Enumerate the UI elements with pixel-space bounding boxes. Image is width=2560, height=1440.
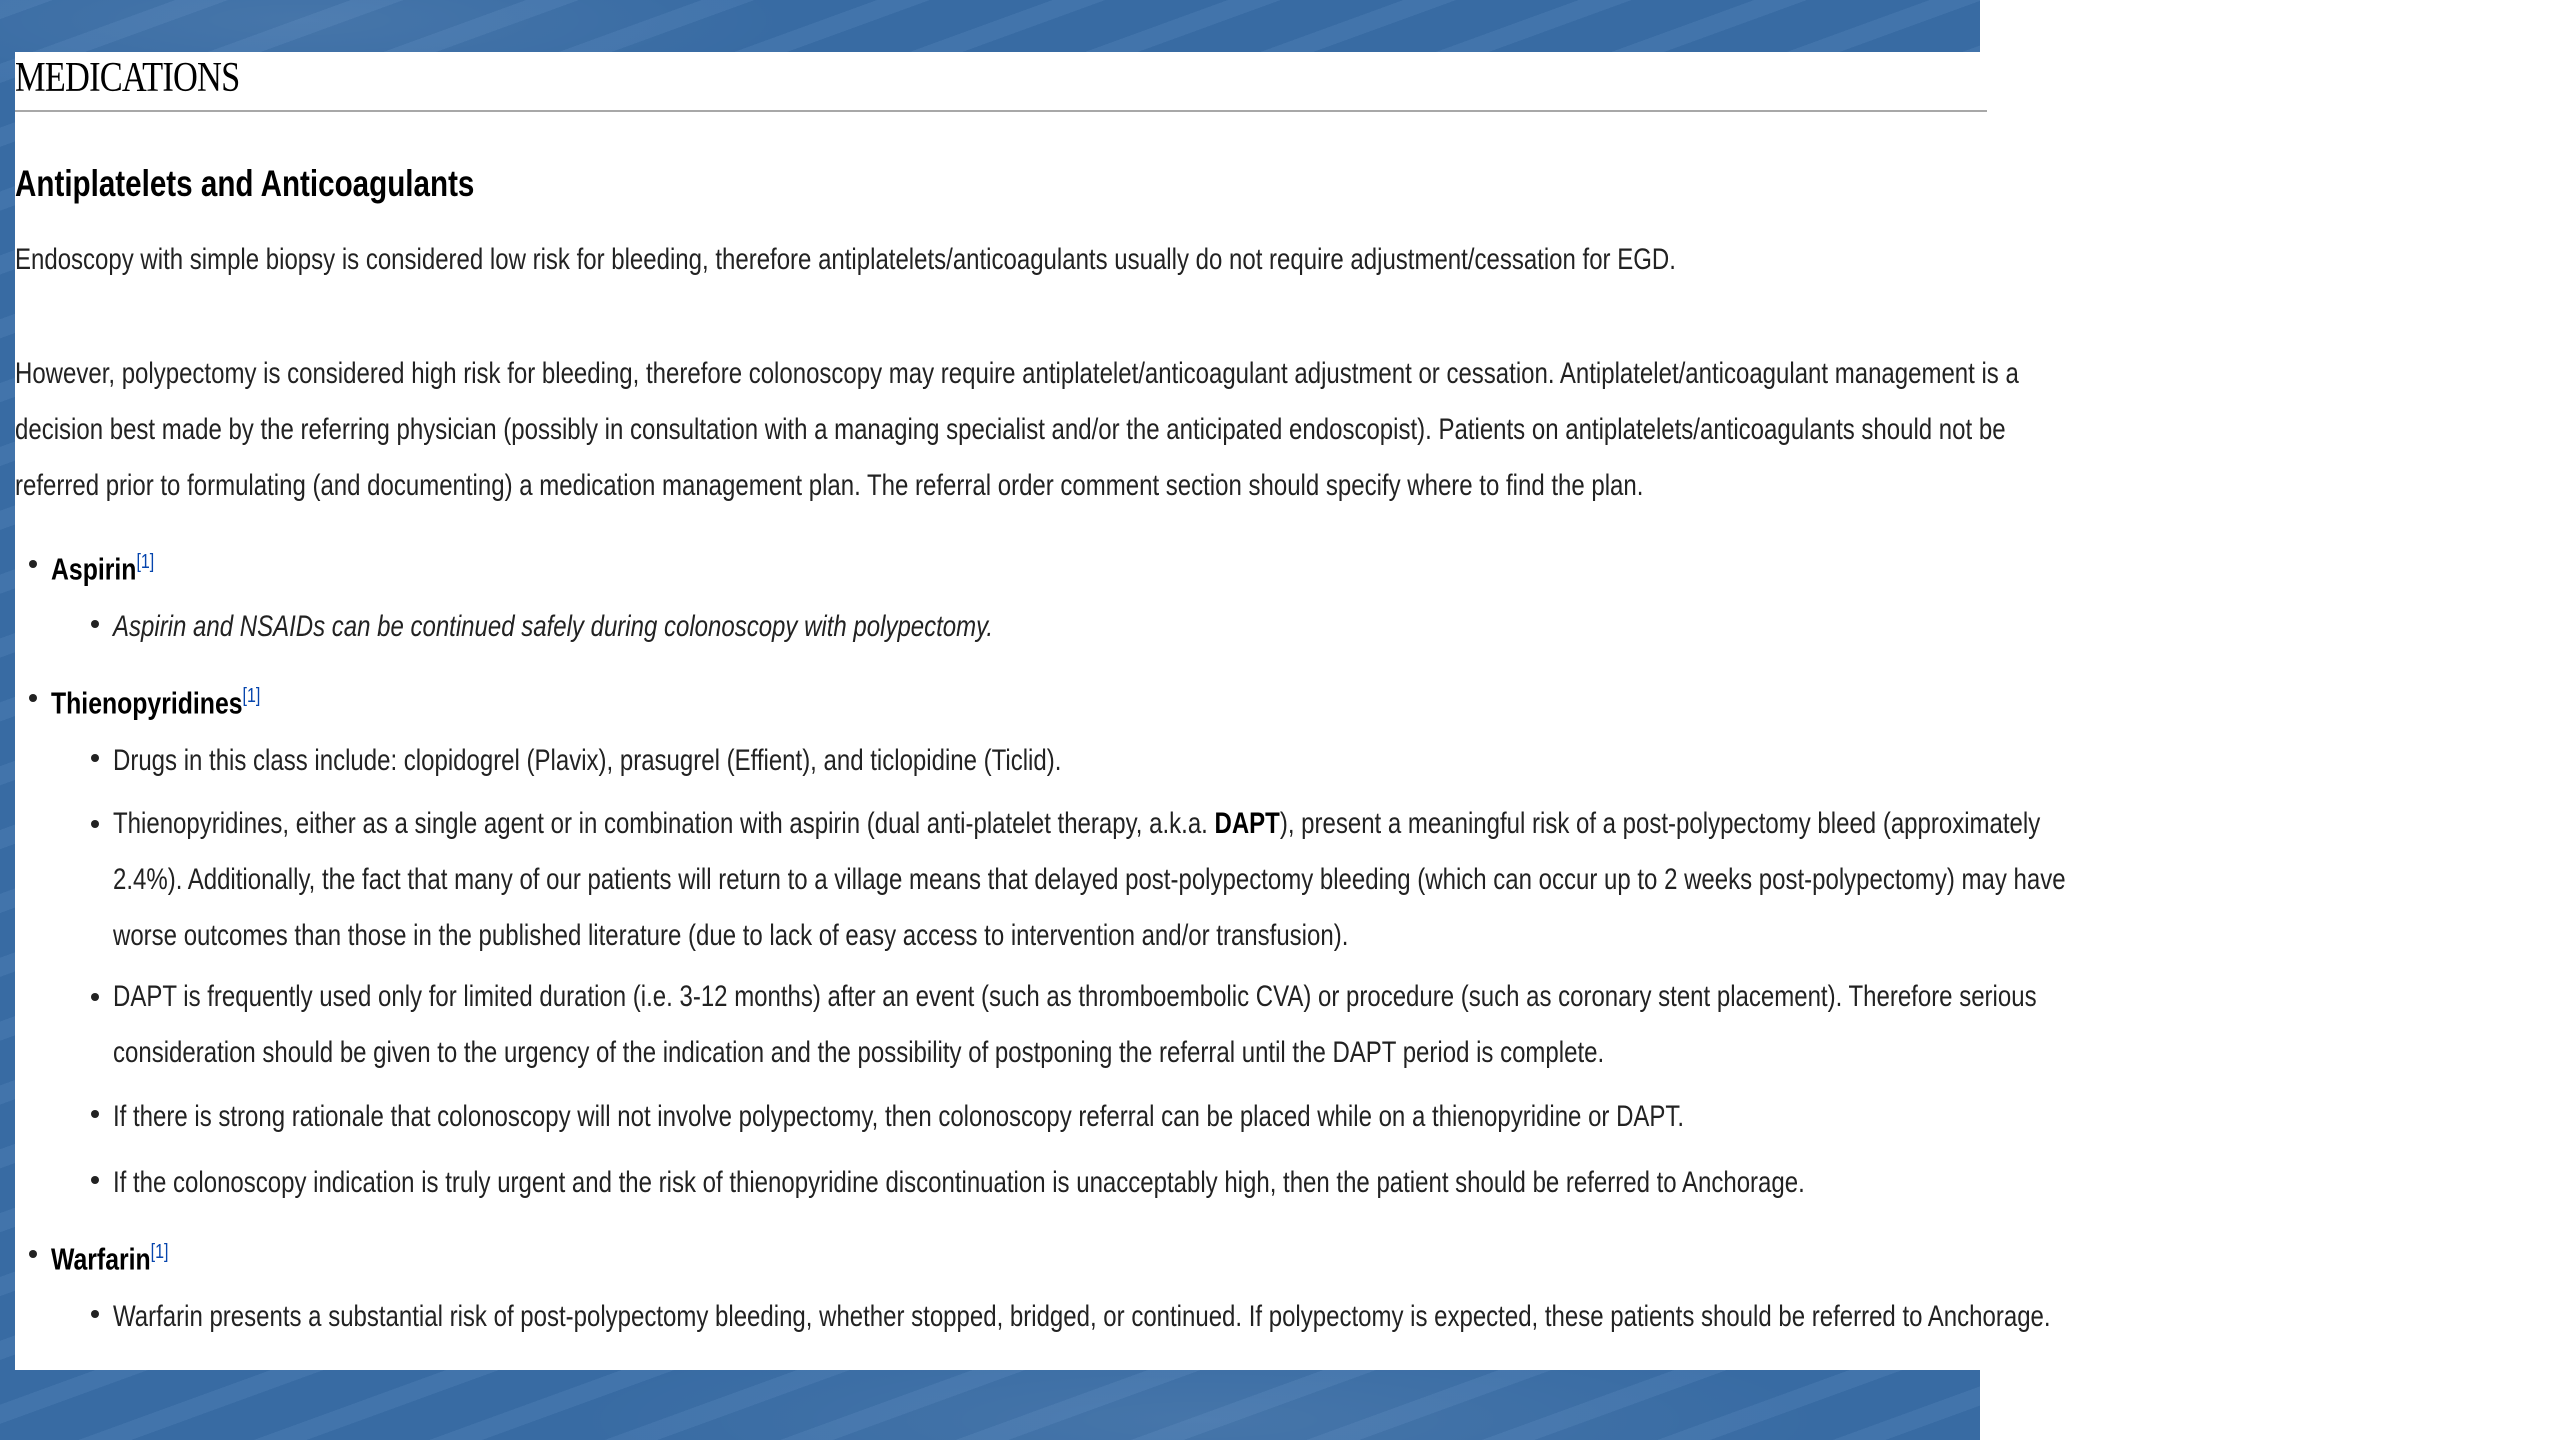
drug-title-thienopyridines: Thienopyridines[1] xyxy=(51,662,1980,730)
drug-item-warfarin xyxy=(15,1218,2051,1347)
bullet-icon xyxy=(91,993,99,1001)
document-page xyxy=(15,52,2066,1370)
drug-title-warfarin: Warfarin[1] xyxy=(51,1218,1980,1286)
bullet-icon xyxy=(91,1110,99,1118)
page-title: MEDICATIONS xyxy=(15,52,1987,112)
list-item: Thienopyridines, either as a single agent or in combination with aspirin (dual anti-platelet therapy, a.k.a. DAPT), present a meaningful risk of a post-polypectomy bleed (approximately 2.4%). Additionally, the fact that many of our patients will return to a village means that delayed post-polypectomy bleeding (which can occur up to 2 weeks post-polypectomy) may have worse outcomes than those in the published literature (due to lack of easy access to intervention and/or transfusion). xyxy=(87,796,1980,964)
section-heading: Antiplatelets and Anticoagulants xyxy=(15,163,475,204)
bullet-icon xyxy=(91,1176,99,1184)
drug-title-aspirin: Aspirin[1] xyxy=(51,528,1980,596)
drug-item-thienopyridines xyxy=(15,662,2066,1213)
intro-paragraph-egd: Endoscopy with simple biopsy is considered low risk for bleeding, therefore antiplatelets/anticoagulants usually do not require adjustment/cessation for EGD. xyxy=(15,243,1676,276)
aspirin-points xyxy=(51,596,1980,657)
bullet-icon xyxy=(91,620,99,628)
reference-link[interactable]: [1] xyxy=(242,685,261,707)
intro-paragraph-polypectomy: However, polypectomy is considered high risk for bleeding, therefore colonoscopy may require antiplatelet/anticoagulant adjustment or cessation. Antiplatelet/anticoagulant management is a decision best made by the referring physician (possibly in consultation with a managing specialist and/or the anticipated endoscopist). Patients on antiplatelets/anticoagulants should not be referred prior to formulating (and documenting) a medication management plan. The referral order comment section should specify where to find the plan. xyxy=(15,357,2019,502)
bullet-icon xyxy=(91,820,99,828)
list-item: If the colonoscopy indication is truly urgent and the risk of thienopyridine discontinuation is unacceptably high, then the patient should be referred to Anchorage. xyxy=(87,1152,1980,1213)
thienopyridines-points xyxy=(51,730,2066,1213)
bullet-icon xyxy=(29,1250,37,1258)
reference-link[interactable]: [1] xyxy=(150,1241,169,1263)
warfarin-points xyxy=(51,1286,2051,1347)
drug-list xyxy=(15,528,2066,1347)
document-content xyxy=(15,160,2066,1352)
drug-item-aspirin xyxy=(15,528,1980,657)
list-item: DAPT is frequently used only for limited duration (i.e. 3-12 months) after an event (such as thromboembolic CVA) or procedure (such as coronary stent placement). Therefore serious consideration should be given to the urgency of the indication and the possibility of postponing the referral until the DAPT period is complete. xyxy=(87,969,1980,1081)
list-item: Warfarin presents a substantial risk of post-polypectomy bleeding, whether stopped, bridged, or continued. If polypectomy is expected, these patients should be referred to Anchorage. xyxy=(87,1286,1980,1347)
bullet-icon xyxy=(29,694,37,702)
bullet-icon xyxy=(91,1310,99,1318)
bullet-icon xyxy=(29,560,37,568)
list-item: If there is strong rationale that colonoscopy will not involve polypectomy, then colonoscopy referral can be placed while on a thienopyridine or DAPT. xyxy=(87,1086,1980,1147)
bullet-icon xyxy=(91,754,99,762)
reference-link[interactable]: [1] xyxy=(136,551,155,573)
list-item: Drugs in this class include: clopidogrel (Plavix), prasugrel (Effient), and ticlopidine (Ticlid). xyxy=(87,730,1980,791)
list-item: Aspirin and NSAIDs can be continued safely during colonoscopy with polypectomy. xyxy=(87,596,1980,657)
